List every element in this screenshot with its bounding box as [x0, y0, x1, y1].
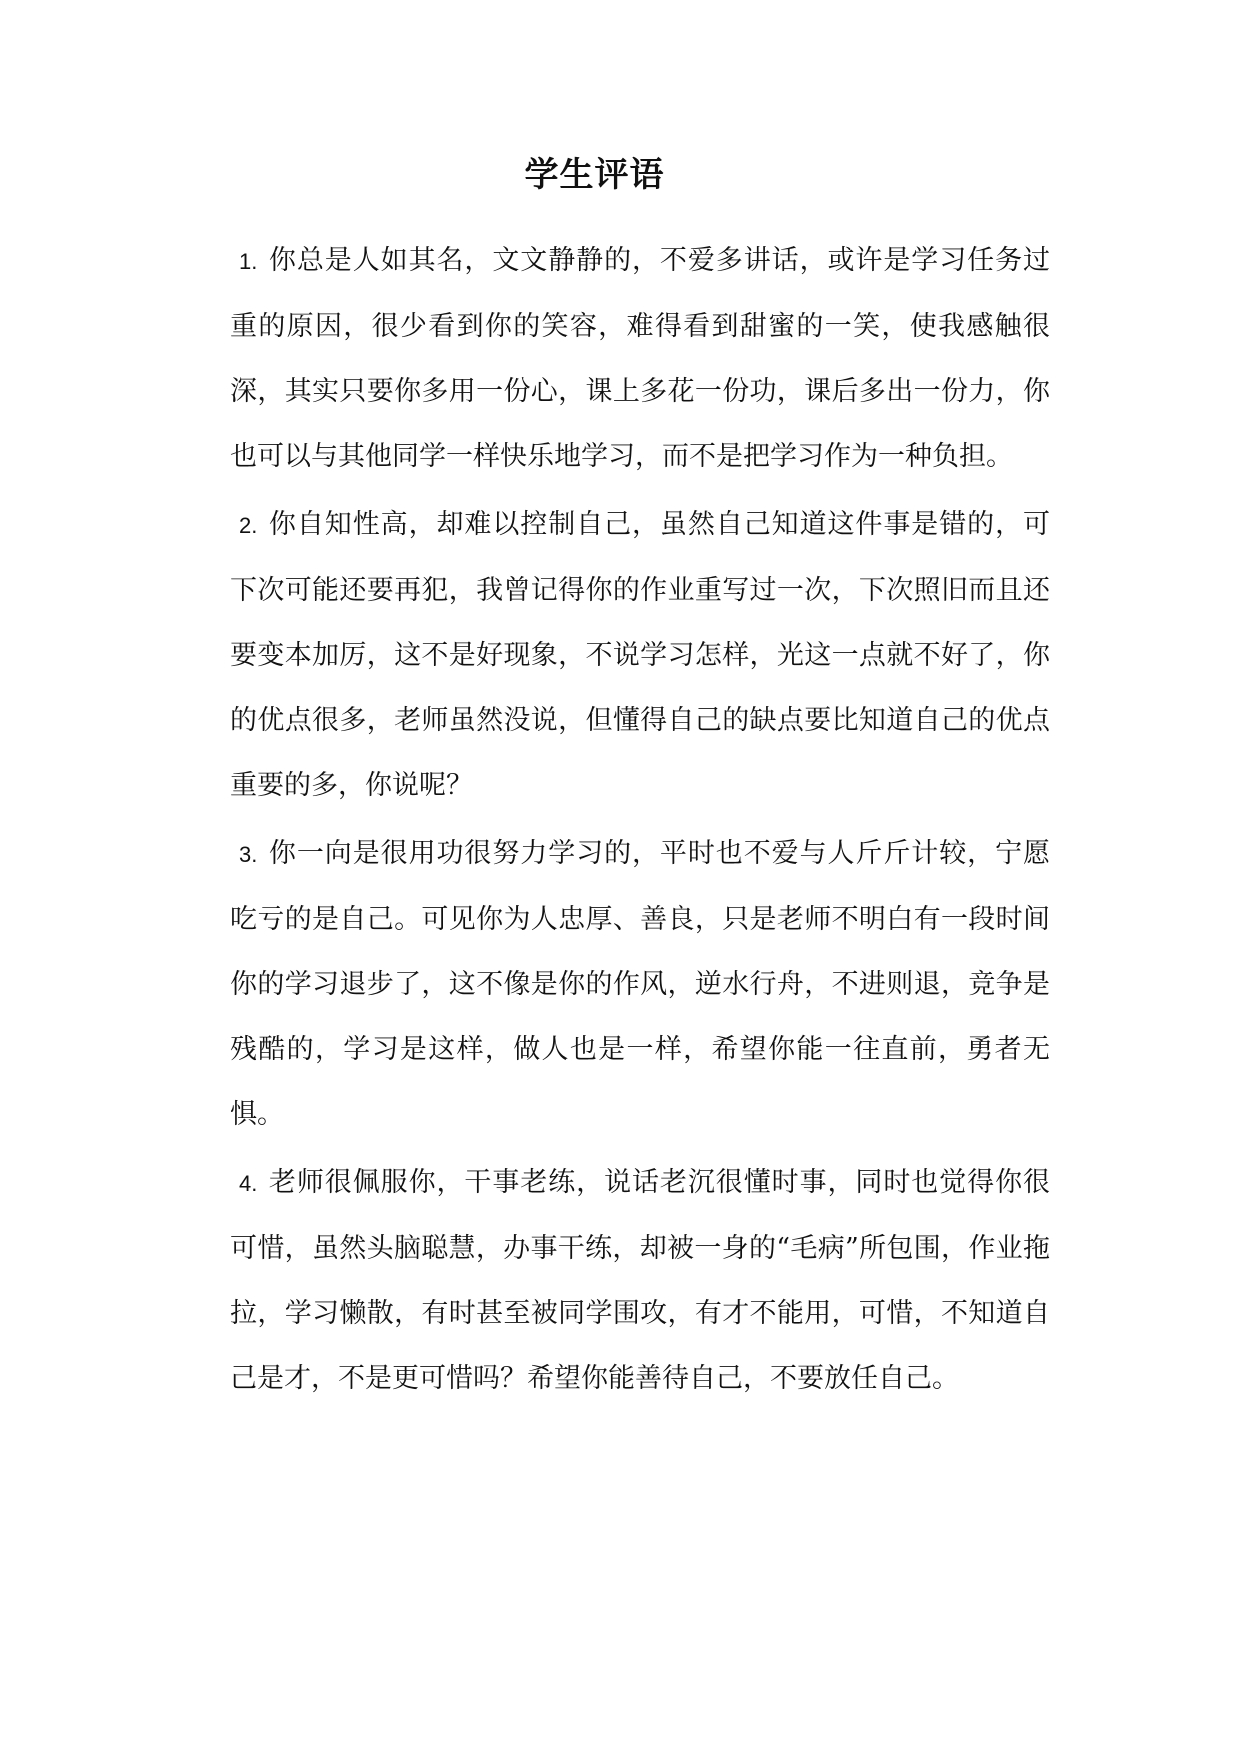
document-title: 学生评语: [524, 155, 665, 195]
comment-text: 你一向是很用功很努力学习的，平时也不爱与人斤斤计较，宁愿吃亏的是自己。可见你为人忠厚、善良，只是老师不明白有一段时间你的学习退步了，这不像是你的作风，逆水行舟，不进则退，竞争是残酷的，学习是这样，做人也是一样，希望你能一往直前，勇者无惧。: [230, 838, 1050, 1130]
comment-text: 你总是人如其名，文文静静的，不爱多讲话，或许是学习任务过重的原因，很少看到你的笑容，难得看到甜蜜的一笑，使我感触很深，其实只要你多用一份心，课上多花一份功，课后多出一份力，你也可以与其他同学一样快乐地学习，而不是把学习作为一种负担。: [230, 245, 1050, 472]
comment-number: 2.: [239, 513, 258, 538]
comment-text: 你自知性高，却难以控制自己，虽然自己知道这件事是错的，可下次可能还要再犯，我曾记得你的作业重写过一次，下次照旧而且还要变本加厉，这不是好现象，不说学习怎样，光这一点就不好了，你的优点很多，老师虽然没说，但懂得自己的缺点要比知道自己的优点重要的多，你说呢？: [230, 509, 1050, 801]
comment-paragraph: [230, 492, 1050, 818]
comments-list: [230, 228, 1050, 1414]
comment-paragraph: [230, 821, 1050, 1147]
comment-number: 4.: [239, 1171, 258, 1196]
comment-number: 1.: [239, 249, 258, 274]
comment-number: 3.: [239, 842, 258, 867]
comment-paragraph: [230, 228, 1050, 489]
comment-paragraph: [230, 1150, 1050, 1411]
comment-text: 老师很佩服你，干事老练，说话老沉很懂时事，同时也觉得你很可惜，虽然头脑聪慧，办事干练，却被一身的“毛病”所包围，作业拖拉，学习懒散，有时甚至被同学围攻，有才不能用，可惜，不知道自己是才，不是更可惜吗？希望你能善待自己，不要放任自己。: [230, 1167, 1050, 1394]
